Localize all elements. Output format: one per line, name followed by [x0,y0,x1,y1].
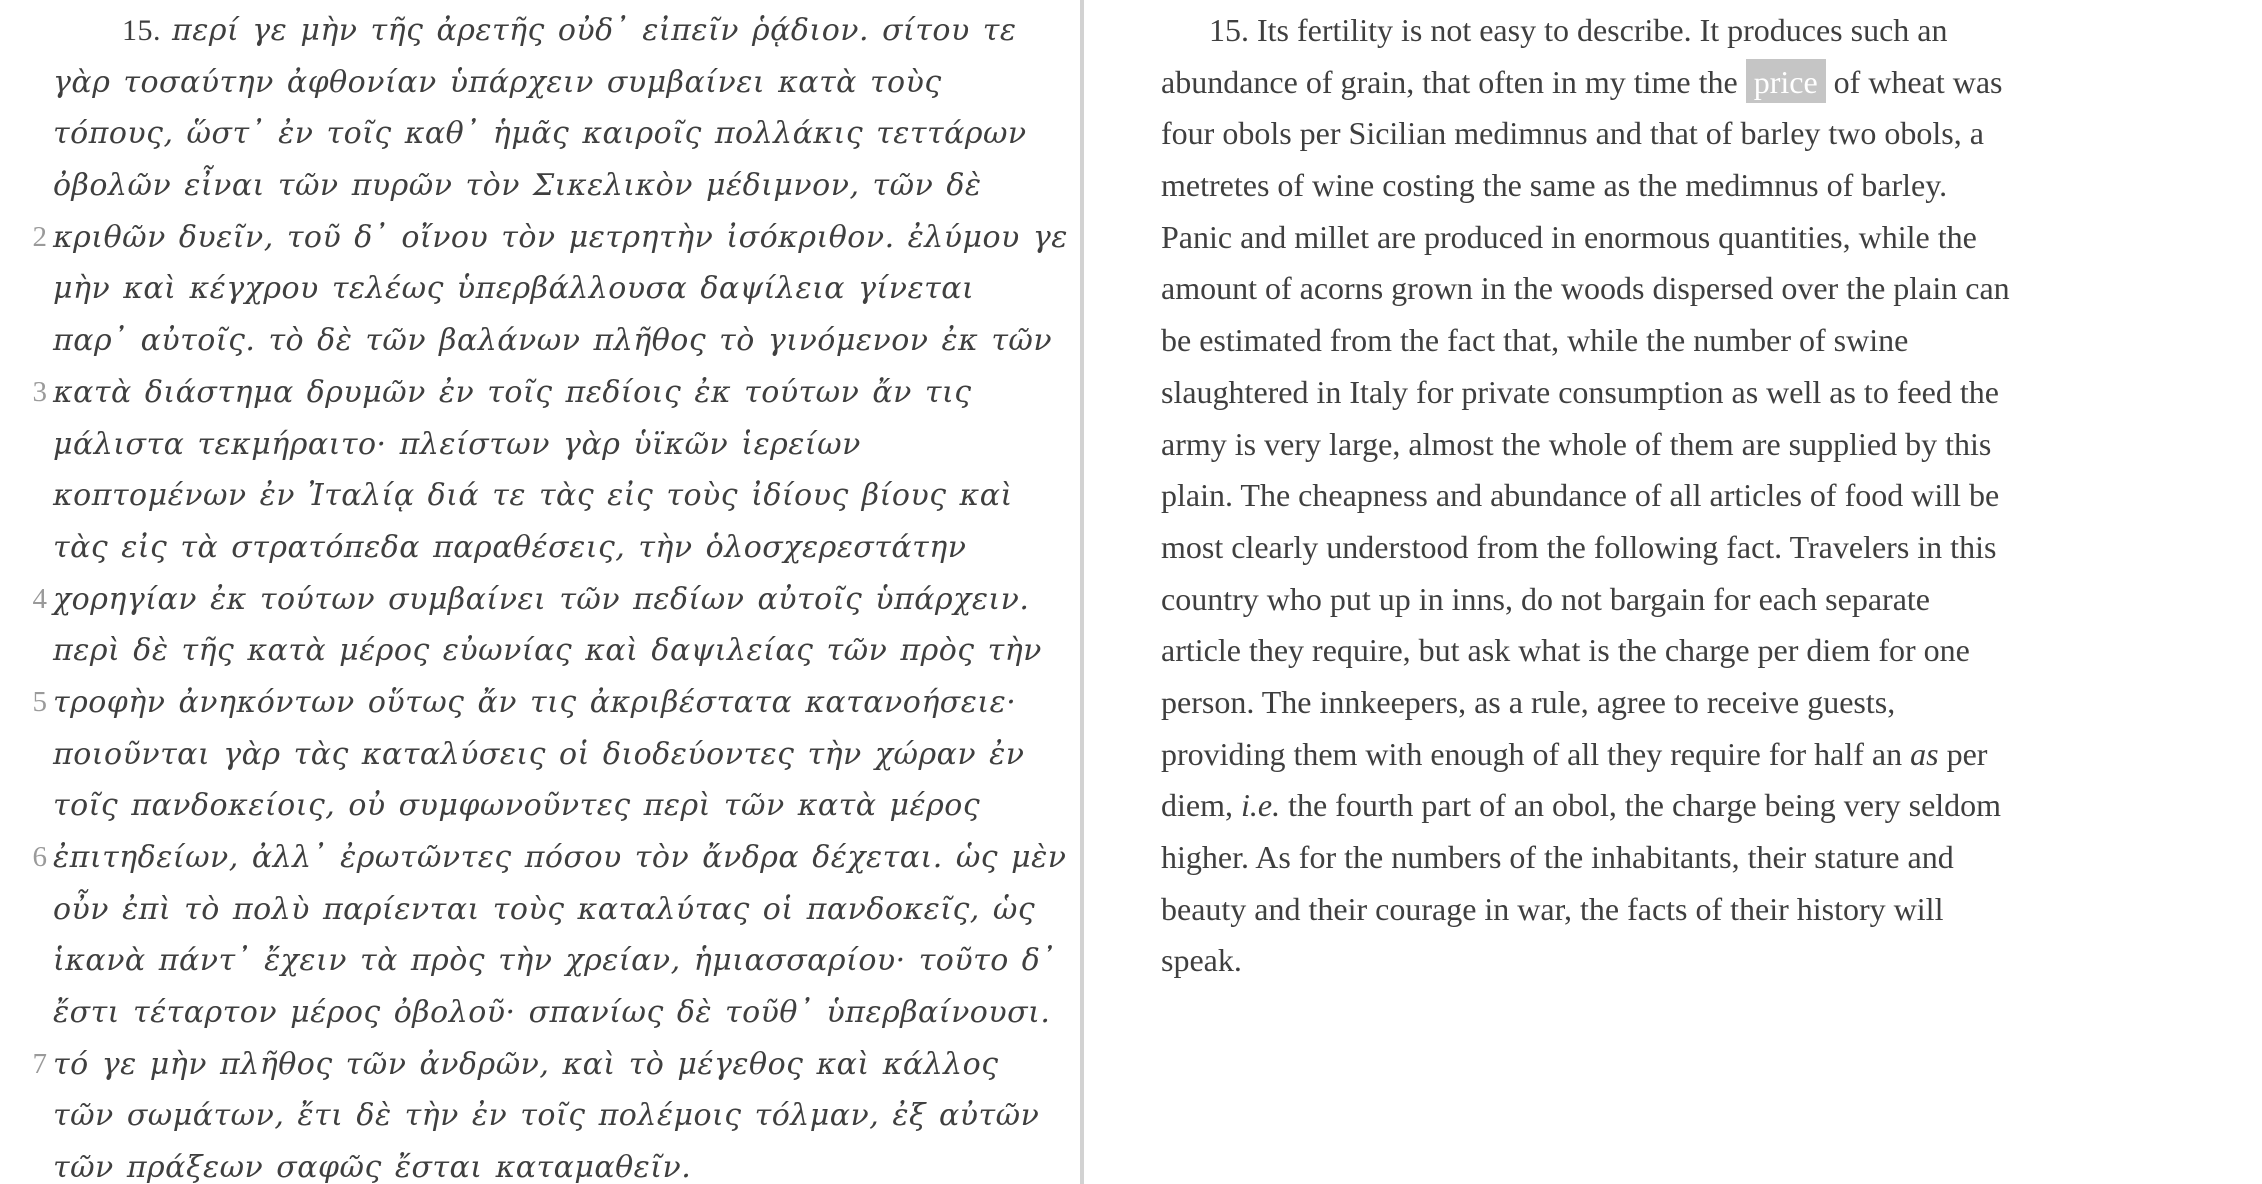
greek-line-content [53,995,1050,1030]
greek-text-line [0,315,1080,367]
english-text-line [1161,625,2201,677]
greek-text-line [0,935,1080,987]
section-number: 4 [32,582,47,615]
text-segment: κριθῶν δυεῖν, τοῦ δ᾽ οἴνου τὸν μετρητὴν ἰσόκριθον. ἐλύμου γε [53,219,1068,255]
text-segment: 15. Its fertility is not easy to describe. It produces such an [1209,12,1948,48]
greek-text-column [0,5,1080,1184]
english-line-content [1161,270,2010,306]
text-segment: army is very large, almost the whole of them are supplied by this [1161,425,1992,462]
english-line-content [1161,529,1996,565]
text-segment: person. The innkeepers, as a rule, agree to receive guests, [1161,683,1896,720]
text-segment: ὀβολῶν εἶναι τῶν πυρῶν τὸν Σικελικὸν μέδιμνον, τῶν δὲ [53,168,982,204]
english-text-line [1161,935,2201,987]
italic-text: as [1910,735,1939,772]
english-line-content [1161,167,1947,203]
english-text-line [1161,780,2201,832]
english-text-line [1161,367,2201,419]
text-segment: τῶν σωμάτων, ἔτι δὲ τὴν ἐν τοῖς πολέμοις τόλμαν, ἐξ αὐτῶν [53,1098,1040,1134]
text-segment: beauty and their courage in war, the facts of their history will [1161,890,1944,927]
text-segment: μάλιστα τεκμήραιτο· πλείστων γὰρ ὑϊκῶν ἱερείων [53,426,861,462]
greek-line-content [53,427,861,462]
greek-line-content [53,375,972,410]
section-number: 5 [32,685,47,718]
greek-text-line [0,1090,1080,1142]
text-segment: οὖν ἐπὶ τὸ πολὺ παρίενται τοὺς καταλύτας οἱ πανδοκεῖς, ὡς [53,891,1036,927]
section-number: 2 [32,220,47,253]
english-text-line [1161,522,2201,574]
greek-text-line [0,780,1080,832]
greek-line-content [53,685,1016,720]
english-translation-column [1161,5,2201,987]
english-text-line [1161,160,2201,212]
text-segment: ἐπιτηδείων, ἀλλ᾽ ἐρωτῶντες πόσου τὸν ἄνδρα δέχεται. ὡς μὲν [53,840,1067,875]
text-segment: article they require, but ask what is the charge per diem for one [1161,632,1970,669]
text-segment: plain. The cheapness and abundance of all articles of food will be [1161,477,2000,514]
text-segment: τροφὴν ἀνηκόντων οὕτως ἄν τις ἀκριβέστατα κατανοήσειε· [53,684,1017,720]
greek-line-content [53,1047,999,1082]
greek-line-content [53,840,1066,875]
text-segment: ποιοῦνται γὰρ τὰς καταλύσεις οἱ διοδεύοντες τὴν χώραν ἐν [53,736,1025,772]
text-segment: most clearly understood from the following fact. Travelers in this [1161,528,1997,565]
greek-text-line [0,160,1080,212]
greek-text-line [0,522,1080,574]
english-line-content [1161,891,1943,927]
greek-text-line [0,625,1080,677]
text-segment: abundance of grain, that often in my time the [1161,63,1746,100]
text-segment: γὰρ τοσαύτην ἀφθονίαν ὑπάρχειν συμβαίνει κατὰ τοὺς [53,64,942,100]
greek-text-line [0,263,1080,315]
text-segment: amount of acorns grown in the woods dispersed over the plain can [1161,270,2010,307]
english-line-content [1161,736,1987,772]
english-text-line [1161,884,2201,936]
text-segment: περί γε μὴν τῆς ἀρετῆς οὐδ᾽ εἰπεῖν ῥᾴδιον. σίτου τε [172,13,1017,48]
greek-text-line [0,884,1080,936]
english-text-line [1161,108,2201,160]
english-line-content [1161,477,1999,513]
english-text-line [1161,574,2201,626]
text-segment: τό γε μὴν πλῆθος τῶν ἀνδρῶν, καὶ τὸ μέγεθος καὶ κάλλος [53,1046,999,1082]
text-segment: slaughtered in Italy for private consumption as well as to feed the [1161,373,1999,410]
english-text-line [1161,57,2201,109]
english-line-content [1161,219,1977,255]
greek-line-content [53,271,974,306]
english-line-content [1161,787,2001,823]
greek-line-content [53,116,1027,151]
english-text-line [1161,315,2201,367]
english-line-content [1161,426,1991,462]
text-segment: per [1938,735,1988,772]
text-segment: four obols per Sicilian medimnus and that of barley two obols, a [1161,115,1984,152]
greek-line-content [53,1098,1039,1133]
english-line-content [1161,581,1930,617]
text-segment: ἱκανὰ πάντ᾽ ἔχειν τὰ πρὸς τὴν χρείαν, ἡμιασσαρίου· τοῦτο δ᾽ [53,943,1056,979]
section-number: 3 [32,375,47,408]
english-text-line [1161,419,2201,471]
english-line-content [1161,374,1999,410]
italic-text: i.e. [1240,787,1281,824]
english-line-content [1161,942,1242,978]
english-line-content [1161,322,1908,358]
text-segment: metretes of wine costing the same as the medimnus of barley. [1161,167,1948,204]
english-text-line [1161,5,2201,57]
greek-line-content [53,220,1068,255]
section-number: 7 [32,1047,47,1080]
greek-line-content [53,892,1035,927]
text-segment: παρ᾽ αὐτοῖς. τὸ δὲ τῶν βαλάνων πλῆθος τὸ γινόμενον ἐκ τῶν [53,323,1053,359]
english-text-line [1161,729,2201,781]
greek-text-line [0,57,1080,109]
greek-text-line [0,5,1080,57]
english-line-content [1209,12,1947,48]
greek-line-content [53,478,1013,513]
text-segment: speak. [1161,942,1242,979]
greek-text-line [0,987,1080,1039]
greek-text-line [0,677,1080,729]
greek-line-content [53,582,1029,617]
column-divider [1080,0,1084,1184]
text-segment: ἔστι τέταρτον μέρος ὀβολοῦ· σπανίως δὲ τοῦθ᾽ ὑπερβαίνουσι. [53,995,1051,1031]
english-text-line [1161,832,2201,884]
greek-text-line [0,574,1080,626]
greek-text-line [0,729,1080,781]
section-number: 6 [32,841,47,873]
text-segment: higher. As for the numbers of the inhabitants, their stature and [1161,839,1954,875]
greek-text-line [0,1142,1080,1184]
text-segment: providing them with enough of all they require for half an [1161,735,1911,772]
text-segment: κατὰ διάστημα δρυμῶν ἐν τοῖς πεδίοις ἐκ τούτων ἄν τις [53,374,972,410]
english-line-content [1161,59,2002,103]
greek-text-line [0,470,1080,522]
greek-line-content [53,633,1042,668]
english-text-line [1161,677,2201,729]
text-segment: country who put up in inns, do not bargain for each separate [1161,580,1930,617]
text-segment: be estimated from the fact that, while the number of swine [1161,322,1909,359]
greek-line-content [53,1150,691,1184]
text-segment: τὰς εἰς τὰ στρατόπεδα παραθέσεις, τὴν ὁλοσχερεστάτην [53,529,967,565]
greek-line-content [53,788,980,823]
english-text-line [1161,470,2201,522]
text-segment: τόπους, ὥστ᾽ ἐν τοῖς καθ᾽ ἡμᾶς καιροῖς πολλάκις τεττάρων [53,116,1027,152]
greek-line-content [53,323,1052,358]
greek-line-content [53,737,1024,772]
greek-text-line [0,832,1080,884]
greek-text-line [0,419,1080,471]
text-segment: κοπτομένων ἐν Ἰταλίᾳ διά τε τὰς εἰς τοὺς ἰδίους βίους καὶ [53,478,1013,514]
greek-line-content [53,168,982,203]
greek-text-line [0,108,1080,160]
greek-line-content [53,65,942,100]
highlighted-word[interactable]: price [1746,59,1826,103]
text-segment: περὶ δὲ τῆς κατὰ μέρος εὐωνίας καὶ δαψιλείας τῶν πρὸς τὴν [53,633,1042,669]
text-segment: τοῖς πανδοκείοις, οὐ συμφωνοῦντες περὶ τῶν κατὰ μέρος [53,788,981,824]
english-text-line [1161,212,2201,264]
greek-text-line [0,212,1080,264]
text-segment: τῶν πράξεων σαφῶς ἔσται καταμαθεῖν. [53,1150,692,1184]
english-line-content [1161,632,1970,668]
text-segment: diem, [1161,787,1241,824]
section-label: 15. [122,14,172,47]
greek-text-line [0,1039,1080,1091]
text-segment: μὴν καὶ κέγχρου τελέως ὑπερβάλλουσα δαψίλεια γίνεται [53,271,975,307]
english-line-content [1161,684,1895,720]
greek-line-content [122,13,1016,48]
greek-text-line [0,367,1080,419]
english-line-content [1161,115,1984,151]
text-segment: χορηγίαν ἐκ τούτων συμβαίνει τῶν πεδίων αὐτοῖς ὑπάρχειν. [53,581,1030,617]
text-segment: Panic and millet are produced in enormous quantities, while the [1161,218,1977,255]
text-segment: of wheat was [1825,63,2003,100]
greek-line-content [53,530,966,565]
english-line-content [1161,839,1954,875]
english-text-line [1161,263,2201,315]
greek-line-content [53,943,1056,978]
text-segment: the fourth part of an obol, the charge being very seldom [1280,787,2002,824]
